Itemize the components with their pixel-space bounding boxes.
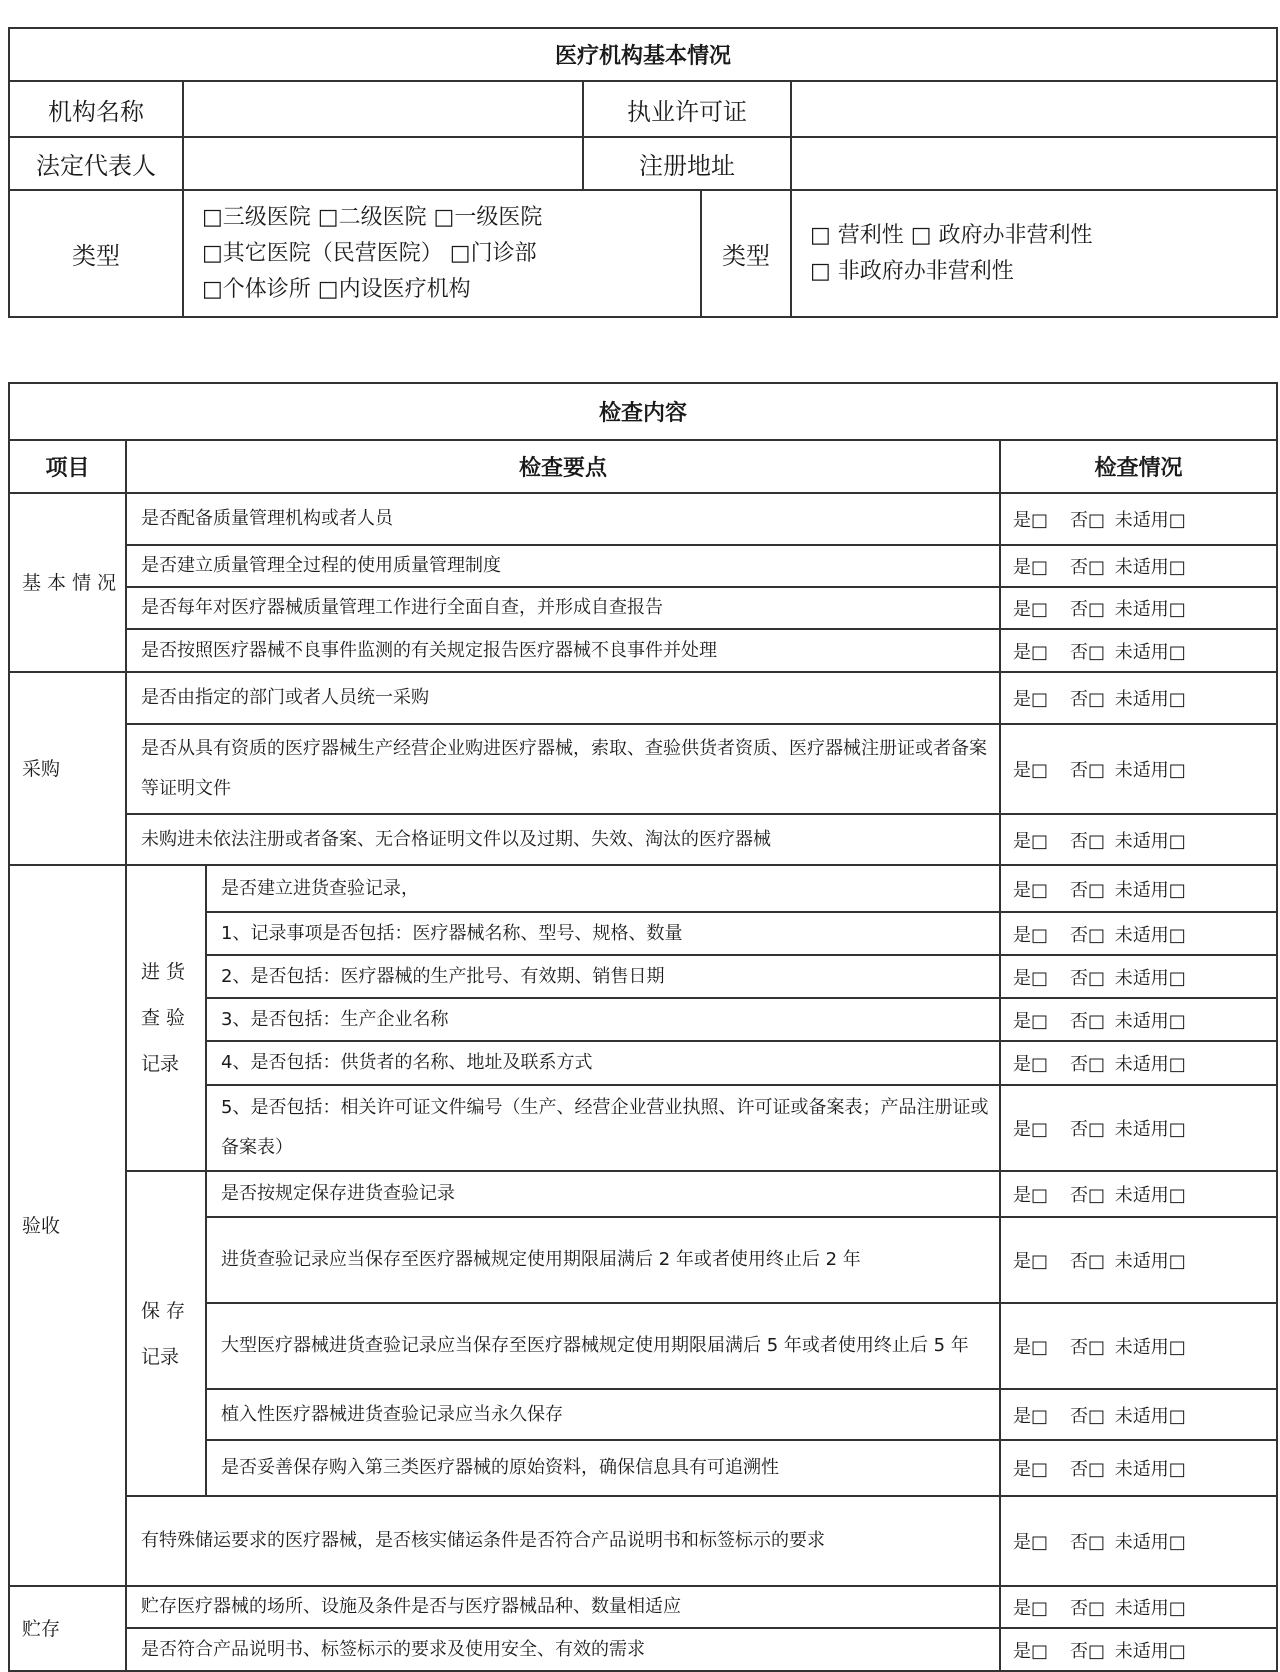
inspection-title: 检查内容 — [9, 383, 1277, 440]
legal-rep-field[interactable] — [183, 137, 583, 190]
nature-option-line[interactable]: □ 营利性 □ 政府办非营利性 — [810, 222, 1093, 248]
yes-checkbox[interactable]: 是□ — [1013, 641, 1049, 663]
yes-checkbox[interactable]: 是□ — [1013, 879, 1049, 901]
na-checkbox[interactable]: 未适用□ — [1114, 1459, 1186, 1480]
no-checkbox[interactable]: 否□ — [1070, 1251, 1106, 1272]
yes-checkbox[interactable]: 是□ — [1013, 599, 1049, 620]
na-checkbox[interactable]: 未适用□ — [1114, 1598, 1186, 1619]
check-point: 1、记录事项是否包括：医疗器械名称、型号、规格、数量 — [206, 912, 1000, 955]
yes-checkbox[interactable]: 是□ — [1013, 1640, 1049, 1662]
check-point: 是否建立进货查验记录， — [206, 865, 1000, 912]
yes-checkbox[interactable]: 是□ — [1013, 967, 1049, 989]
status-options[interactable] — [1000, 672, 1277, 724]
address-field[interactable] — [791, 137, 1277, 190]
na-checkbox[interactable]: 未适用□ — [1114, 599, 1186, 620]
status-options[interactable] — [1000, 493, 1277, 545]
yes-checkbox[interactable]: 是□ — [1013, 689, 1049, 710]
na-checkbox[interactable]: 未适用□ — [1114, 1532, 1186, 1553]
license-field[interactable] — [791, 81, 1277, 137]
status-options[interactable] — [1000, 1171, 1277, 1217]
no-checkbox[interactable]: 否□ — [1070, 1185, 1106, 1206]
status-options[interactable] — [1000, 955, 1277, 998]
institution-name-field[interactable] — [183, 81, 583, 137]
yes-checkbox[interactable]: 是□ — [1013, 1054, 1049, 1075]
na-checkbox[interactable]: 未适用□ — [1114, 924, 1186, 946]
status-options[interactable] — [1000, 587, 1277, 629]
no-checkbox[interactable]: 否□ — [1070, 510, 1106, 531]
check-point: 植入性医疗器械进货查验记录应当永久保存 — [206, 1389, 1000, 1440]
na-checkbox[interactable]: 未适用□ — [1114, 557, 1186, 578]
status-options[interactable] — [1000, 1303, 1277, 1389]
nature-type-options[interactable] — [791, 190, 1277, 317]
na-checkbox[interactable]: 未适用□ — [1114, 1337, 1186, 1358]
yes-checkbox[interactable]: 是□ — [1013, 510, 1049, 531]
status-options[interactable] — [1000, 1041, 1277, 1085]
basic-info-table — [8, 27, 1278, 318]
check-point: 是否每年对医疗器械质量管理工作进行全面自查，并形成自查报告 — [126, 587, 1000, 629]
nature-type-label: 类型 — [701, 190, 791, 317]
status-options[interactable] — [1000, 1217, 1277, 1303]
no-checkbox[interactable]: 否□ — [1070, 1532, 1106, 1553]
no-checkbox[interactable]: 否□ — [1070, 1598, 1106, 1619]
status-options[interactable] — [1000, 998, 1277, 1041]
yes-checkbox[interactable]: 是□ — [1013, 1337, 1049, 1358]
no-checkbox[interactable]: 否□ — [1070, 760, 1106, 781]
no-checkbox[interactable]: 否□ — [1070, 689, 1106, 710]
yes-checkbox[interactable]: 是□ — [1013, 1251, 1049, 1272]
no-checkbox[interactable]: 否□ — [1070, 1054, 1106, 1075]
yes-checkbox[interactable]: 是□ — [1013, 557, 1049, 578]
yes-checkbox[interactable]: 是□ — [1013, 1010, 1049, 1032]
check-point: 有特殊储运要求的医疗器械，是否核实储运条件是否符合产品说明书和标签标示的要求 — [126, 1496, 1000, 1586]
yes-checkbox[interactable]: 是□ — [1013, 1532, 1049, 1553]
check-point: 3、是否包括：生产企业名称 — [206, 998, 1000, 1041]
no-checkbox[interactable]: 否□ — [1070, 1640, 1106, 1662]
subcategory-incoming-record: 进 货 查 验 记录 — [126, 865, 206, 1171]
na-checkbox[interactable]: 未适用□ — [1114, 760, 1186, 781]
category-purchase: 采购 — [9, 672, 126, 865]
yes-checkbox[interactable]: 是□ — [1013, 1185, 1049, 1206]
check-point: 4、是否包括：供货者的名称、地址及联系方式 — [206, 1041, 1000, 1085]
na-checkbox[interactable]: 未适用□ — [1114, 879, 1186, 901]
check-point: 未购进未依法注册或者备案、无合格证明文件以及过期、失效、淘汰的医疗器械 — [126, 814, 1000, 865]
no-checkbox[interactable]: 否□ — [1070, 879, 1106, 901]
license-label: 执业许可证 — [583, 81, 791, 137]
header-status: 检查情况 — [1000, 440, 1277, 493]
yes-checkbox[interactable]: 是□ — [1013, 924, 1049, 946]
status-options[interactable] — [1000, 545, 1277, 587]
address-label: 注册地址 — [583, 137, 791, 190]
header-points: 检查要点 — [126, 440, 1000, 493]
no-checkbox[interactable]: 否□ — [1070, 1010, 1106, 1032]
na-checkbox[interactable]: 未适用□ — [1114, 1251, 1186, 1272]
subcategory-keep-record: 保 存 记录 — [126, 1171, 206, 1496]
check-point: 是否配备质量管理机构或者人员 — [126, 493, 1000, 545]
na-checkbox[interactable]: 未适用□ — [1114, 1010, 1186, 1032]
na-checkbox[interactable]: 未适用□ — [1114, 830, 1186, 852]
yes-checkbox[interactable]: 是□ — [1013, 760, 1049, 781]
status-options[interactable] — [1000, 629, 1277, 672]
category-acceptance: 验收 — [9, 865, 126, 1586]
yes-checkbox[interactable]: 是□ — [1013, 1405, 1049, 1427]
institution-type-options[interactable] — [183, 190, 701, 317]
status-options[interactable] — [1000, 1496, 1277, 1586]
yes-checkbox[interactable]: 是□ — [1013, 1459, 1049, 1480]
no-checkbox[interactable]: 否□ — [1070, 924, 1106, 946]
no-checkbox[interactable]: 否□ — [1070, 641, 1106, 663]
na-checkbox[interactable]: 未适用□ — [1114, 641, 1186, 663]
status-options[interactable] — [1000, 912, 1277, 955]
status-options[interactable] — [1000, 814, 1277, 865]
check-point: 大型医疗器械进货查验记录应当保存至医疗器械规定使用期限届满后 5 年或者使用终止后 5 年 — [206, 1303, 1000, 1389]
status-options[interactable] — [1000, 1440, 1277, 1496]
check-point: 2、是否包括：医疗器械的生产批号、有效期、销售日期 — [206, 955, 1000, 998]
na-checkbox[interactable]: 未适用□ — [1114, 1640, 1186, 1662]
yes-checkbox[interactable]: 是□ — [1013, 1119, 1049, 1140]
na-checkbox[interactable]: 未适用□ — [1114, 1405, 1186, 1427]
na-checkbox[interactable]: 未适用□ — [1114, 689, 1186, 710]
type-option-line[interactable]: □三级医院 □二级医院 □一级医院 — [202, 204, 543, 230]
check-point: 贮存医疗器械的场所、设施及条件是否与医疗器械品种、数量相适应 — [126, 1586, 1000, 1628]
no-checkbox[interactable]: 否□ — [1070, 1459, 1106, 1480]
status-options[interactable] — [1000, 865, 1277, 912]
nature-option-line[interactable]: □ 非政府办非营利性 — [810, 258, 1014, 284]
no-checkbox[interactable]: 否□ — [1070, 1337, 1106, 1358]
no-checkbox[interactable]: 否□ — [1070, 830, 1106, 852]
check-point: 进货查验记录应当保存至医疗器械规定使用期限届满后 2 年或者使用终止后 2 年 — [206, 1217, 1000, 1303]
status-options[interactable] — [1000, 1628, 1277, 1671]
na-checkbox[interactable]: 未适用□ — [1114, 1185, 1186, 1206]
no-checkbox[interactable]: 否□ — [1070, 1119, 1106, 1140]
na-checkbox[interactable]: 未适用□ — [1114, 967, 1186, 989]
check-point: 是否符合产品说明书、标签标示的要求及使用安全、有效的需求 — [126, 1628, 1000, 1671]
no-checkbox[interactable]: 否□ — [1070, 557, 1106, 578]
na-checkbox[interactable]: 未适用□ — [1114, 510, 1186, 531]
category-basic: 基 本 情 况 — [9, 493, 126, 672]
check-point: 是否由指定的部门或者人员统一采购 — [126, 672, 1000, 724]
institution-name-label: 机构名称 — [9, 81, 183, 137]
inspection-table — [8, 382, 1278, 1672]
basic-info-title: 医疗机构基本情况 — [9, 28, 1277, 81]
status-options[interactable] — [1000, 1389, 1277, 1440]
institution-type-label: 类型 — [9, 190, 183, 317]
category-storage: 贮存 — [9, 1586, 126, 1671]
yes-checkbox[interactable]: 是□ — [1013, 1598, 1049, 1619]
check-point: 是否建立质量管理全过程的使用质量管理制度 — [126, 545, 1000, 587]
status-options[interactable] — [1000, 1085, 1277, 1171]
na-checkbox[interactable]: 未适用□ — [1114, 1119, 1186, 1140]
type-option-line[interactable]: □个体诊所 □内设医疗机构 — [202, 276, 471, 302]
check-point: 是否从具有资质的医疗器械生产经营企业购进医疗器械，索取、查验供货者资质、医疗器械注册证或者备案等证明文件 — [126, 724, 1000, 814]
header-item: 项目 — [9, 440, 126, 493]
check-point: 是否按规定保存进货查验记录 — [206, 1171, 1000, 1217]
status-options[interactable] — [1000, 1586, 1277, 1628]
no-checkbox[interactable]: 否□ — [1070, 967, 1106, 989]
type-option-line[interactable]: □其它医院（民营医院） □门诊部 — [202, 240, 537, 266]
legal-rep-label: 法定代表人 — [9, 137, 183, 190]
check-point: 5、是否包括：相关许可证文件编号（生产、经营企业营业执照、许可证或备案表；产品注册证或备案表） — [206, 1085, 1000, 1171]
check-point: 是否按照医疗器械不良事件监测的有关规定报告医疗器械不良事件并处理 — [126, 629, 1000, 672]
status-options[interactable] — [1000, 724, 1277, 814]
na-checkbox[interactable]: 未适用□ — [1114, 1054, 1186, 1075]
check-point: 是否妥善保存购入第三类医疗器械的原始资料，确保信息具有可追溯性 — [206, 1440, 1000, 1496]
yes-checkbox[interactable]: 是□ — [1013, 830, 1049, 852]
no-checkbox[interactable]: 否□ — [1070, 599, 1106, 620]
no-checkbox[interactable]: 否□ — [1070, 1405, 1106, 1427]
